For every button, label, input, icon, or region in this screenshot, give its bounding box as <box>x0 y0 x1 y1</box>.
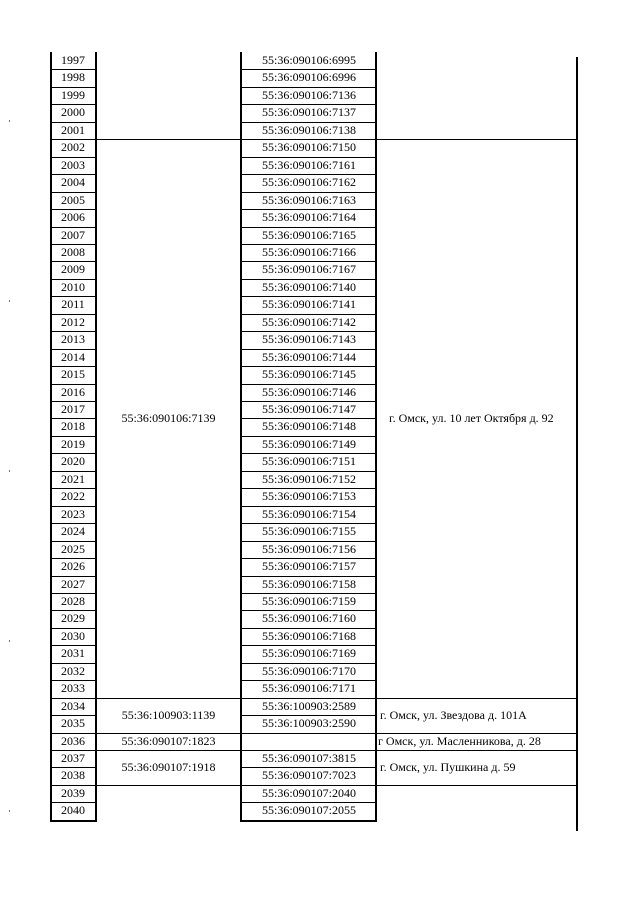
row-number: 2002 <box>61 140 85 154</box>
row-number: 2009 <box>61 262 85 276</box>
row-number: 2007 <box>61 228 85 242</box>
cadastral-number: 55:36:090106:7169 <box>261 646 356 660</box>
cadastral-number: 55:36:090106:7150 <box>261 140 356 154</box>
cadastral-number: 55:36:090106:7143 <box>261 332 356 346</box>
cadastral-number: 55:36:090106:7147 <box>261 402 356 416</box>
cadastral-number: 55:36:090106:7146 <box>261 385 356 399</box>
cadastral-number: 55:36:090106:7145 <box>261 367 356 381</box>
row-number: 2012 <box>61 315 85 329</box>
cadastral-number: 55:36:090106:7163 <box>261 193 356 207</box>
row-number: 2033 <box>61 681 85 695</box>
row-number: 2006 <box>61 210 85 224</box>
row-number: 2036 <box>61 734 85 748</box>
cadastral-number: 55:36:090106:7162 <box>261 175 356 189</box>
group-divider-parent <box>96 139 241 140</box>
row-number: 2010 <box>61 280 85 294</box>
parent-cadastral-number: 55:36:090106:7139 <box>121 411 216 425</box>
cadastral-number: 55:36:090106:7154 <box>261 507 356 521</box>
cadastral-number: 55:36:090106:7138 <box>261 123 356 137</box>
table-bottom-border-cadastral <box>240 820 377 822</box>
scan-speck <box>9 640 10 642</box>
row-number: 2028 <box>61 594 85 608</box>
cadastral-number: 55:36:100903:2590 <box>261 716 356 730</box>
group-divider-address <box>376 698 577 699</box>
group-divider-parent <box>96 785 241 786</box>
cadastral-number: 55:36:090106:7153 <box>261 489 356 503</box>
cadastral-number: 55:36:090106:7151 <box>261 454 356 468</box>
row-number: 2004 <box>61 175 85 189</box>
parent-cadastral-number: 55:36:090107:1918 <box>121 760 216 774</box>
row-number: 2014 <box>61 350 85 364</box>
row-number: 2019 <box>61 437 85 451</box>
parent-cadastral-number: 55:36:090107:1823 <box>121 734 216 748</box>
row-number: 2018 <box>61 419 85 433</box>
cadastral-number: 55:36:090106:7171 <box>261 681 356 695</box>
cadastral-number: 55:36:090106:7144 <box>261 350 356 364</box>
row-number: 2038 <box>61 768 85 782</box>
row-number: 2005 <box>61 193 85 207</box>
cadastral-number: 55:36:090106:6995 <box>261 53 356 67</box>
row-number: 2017 <box>61 402 85 416</box>
scan-speck <box>9 810 10 812</box>
address-column-right-border <box>576 57 578 831</box>
scan-speck <box>9 120 10 122</box>
cadastral-number: 55:36:090106:7136 <box>261 88 356 102</box>
table-bottom-border-number <box>50 820 97 822</box>
row-number: 1999 <box>61 88 85 102</box>
cadastral-number: 55:36:090106:7141 <box>261 297 356 311</box>
row-number: 2013 <box>61 332 85 346</box>
group-divider-parent <box>96 698 241 699</box>
cadastral-number: 55:36:090106:7168 <box>261 629 356 643</box>
cadastral-number: 55:36:090106:7164 <box>261 210 356 224</box>
row-number: 2029 <box>61 611 85 625</box>
row-number: 2030 <box>61 629 85 643</box>
cadastral-number: 55:36:090107:3815 <box>261 751 356 765</box>
cadastral-number: 55:36:090106:7165 <box>261 228 356 242</box>
row-number: 2039 <box>61 786 85 800</box>
row-number: 2001 <box>61 123 85 137</box>
row-number: 2023 <box>61 507 85 521</box>
group-divider-address <box>376 785 577 786</box>
row-number: 2025 <box>61 542 85 556</box>
row-number: 2024 <box>61 524 85 538</box>
row-number: 2000 <box>61 105 85 119</box>
cadastral-number: 55:36:090106:7156 <box>261 542 356 556</box>
row-number: 1997 <box>61 53 85 67</box>
object-address: г. Омск, ул. Звездова д. 101А <box>380 708 527 722</box>
cadastral-number: 55:36:090106:6996 <box>261 70 356 84</box>
row-number: 2020 <box>61 454 85 468</box>
cadastral-number: 55:36:090106:7158 <box>261 577 356 591</box>
cadastral-number: 55:36:090106:7149 <box>261 437 356 451</box>
parent-cadastral-number: 55:36:100903:1139 <box>121 708 216 722</box>
row-number: 2003 <box>61 158 85 172</box>
row-number: 2022 <box>61 489 85 503</box>
cadastral-number: 55:36:090106:7167 <box>261 262 356 276</box>
cadastral-number: 55:36:090106:7159 <box>261 594 356 608</box>
row-number: 2032 <box>61 664 85 678</box>
row-number: 2034 <box>61 699 85 713</box>
object-address: г. Омск, ул. Пушкина д. 59 <box>380 760 516 774</box>
row-number: 2026 <box>61 559 85 573</box>
row-number: 2035 <box>61 716 85 730</box>
cadastral-number: 55:36:090106:7142 <box>261 315 356 329</box>
cadastral-number: 55:36:090106:7152 <box>261 472 356 486</box>
group-divider-address <box>376 750 577 751</box>
cadastral-number: 55:36:090107:2055 <box>261 803 356 817</box>
scan-speck <box>9 300 10 302</box>
cadastral-number: 55:36:090106:7148 <box>261 419 356 433</box>
cadastral-number: 55:36:090106:7166 <box>261 245 356 259</box>
cadastral-number: 55:36:090107:2040 <box>261 786 356 800</box>
row-number: 2011 <box>61 297 85 311</box>
cadastral-number: 55:36:090106:7137 <box>261 105 356 119</box>
group-divider-address <box>376 139 577 140</box>
row-number: 2027 <box>61 577 85 591</box>
cadastral-number: 55:36:090106:7170 <box>261 664 356 678</box>
row-number: 2021 <box>61 472 85 486</box>
row-number: 2015 <box>61 367 85 381</box>
cadastral-number: 55:36:090106:7157 <box>261 559 356 573</box>
cadastral-number: 55:36:090106:7140 <box>261 280 356 294</box>
row-divider-cadastral <box>241 733 376 734</box>
row-number: 1998 <box>61 70 85 84</box>
scan-speck <box>9 470 10 472</box>
object-address: г Омск, ул. Масленникова, д. 28 <box>378 734 541 748</box>
cadastral-number: 55:36:090106:7155 <box>261 524 356 538</box>
group-divider-parent <box>96 750 241 751</box>
cadastral-number: 55:36:100903:2589 <box>261 699 356 713</box>
row-number: 2037 <box>61 751 85 765</box>
row-number: 2031 <box>61 646 85 660</box>
cadastral-number: 55:36:090107:7023 <box>261 768 356 782</box>
cadastral-number: 55:36:090106:7160 <box>261 611 356 625</box>
cadastral-number: 55:36:090106:7161 <box>261 158 356 172</box>
row-number: 2040 <box>61 803 85 817</box>
object-address: г. Омск, ул. 10 лет Октября д. 92 <box>389 411 554 425</box>
row-number: 2016 <box>61 385 85 399</box>
row-number: 2008 <box>61 245 85 259</box>
